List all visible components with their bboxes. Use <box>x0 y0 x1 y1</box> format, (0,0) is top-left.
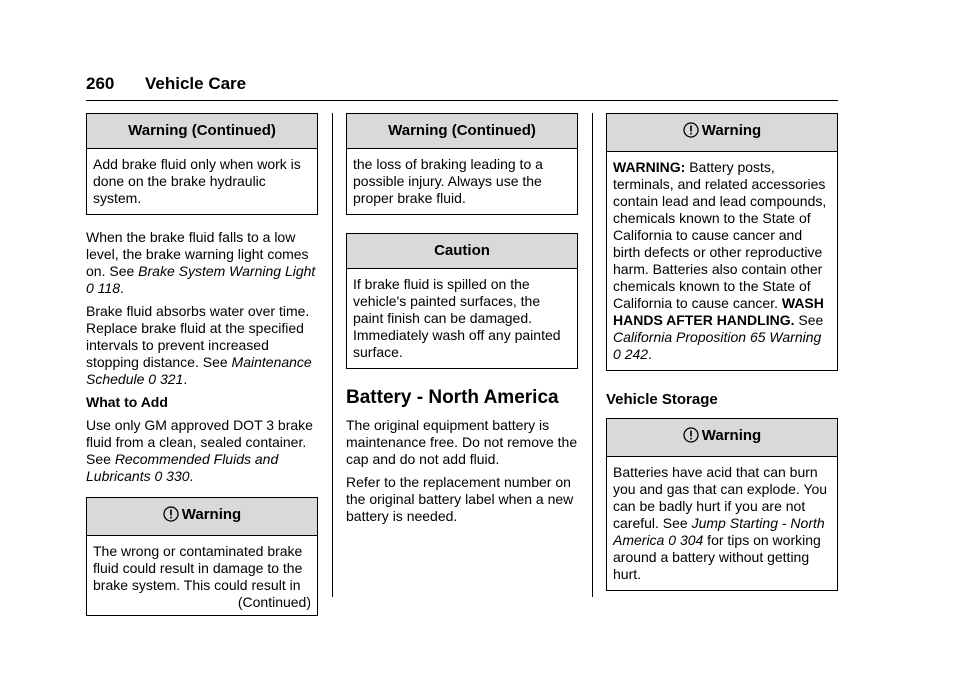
page-ref[interactable]: 242 <box>624 346 649 362</box>
warning-title: Warning <box>87 498 317 536</box>
page-ref-arrow: 0 <box>613 346 621 362</box>
column-3 <box>606 113 838 591</box>
warning-triangle-icon <box>683 122 699 142</box>
column-divider <box>332 113 333 597</box>
caution-text: If brake fluid is spilled on the vehicle's painted surfaces, the paint finish can be damaged. Immediately wash off any painted surface. <box>353 276 561 360</box>
xref-maintenance-schedule[interactable]: Maintenance Schedule <box>86 354 312 387</box>
battery-paragraph-1: The original equipment battery is maintenance free. Do not remove the cap and do not add fluid. <box>346 417 578 467</box>
warning-continued-title: Warning (Continued) <box>347 114 577 149</box>
warning-continued-text: Add brake fluid only when work is done on the brake hydraulic system. <box>93 156 301 206</box>
warning-continued-title: Warning (Continued) <box>87 114 317 149</box>
warning-box <box>606 113 838 371</box>
page-ref[interactable]: 330 <box>166 468 190 484</box>
page-number: 260 <box>86 74 115 93</box>
page-ref[interactable]: 304 <box>679 532 704 548</box>
warning-triangle-icon <box>163 506 179 526</box>
warning-triangle-icon <box>683 427 699 447</box>
column-1 <box>86 113 318 616</box>
page-ref[interactable]: 321 <box>159 371 184 387</box>
page-header <box>86 70 838 101</box>
column-2 <box>346 113 578 525</box>
warning-text: WARNING: Battery posts, terminals, and related accessories contain lead and lead compounds, chemicals known to the State of California to cause cancer and birth defects or other reproductive harm. Batteries also contain other chemicals known to the State of California to cause cancer. WASH HANDS AFTER HANDLING. See California Proposition 65 Warning 0 242. <box>613 159 827 362</box>
warning-title: Warning <box>607 114 837 152</box>
warning-continued-box <box>346 113 578 215</box>
brake-fluid-water-paragraph: Brake fluid absorbs water over time. Replace brake fluid at the specified intervals to prevent increased stopping distance. See Maintenance Schedule 0 321. <box>86 303 312 387</box>
battery-paragraph-2: Refer to the replacement number on the original battery label when a new battery is needed. <box>346 474 574 524</box>
battery-heading: Battery - North America <box>346 387 559 408</box>
warning-box <box>86 497 318 616</box>
caution-box <box>346 233 578 369</box>
caution-title: Caution <box>347 234 577 269</box>
warning-continued-box <box>86 113 318 215</box>
warning-title: Warning <box>607 419 837 457</box>
section-title: Vehicle Care <box>145 74 247 93</box>
xref-brake-warning-light[interactable]: Brake System Warning Light <box>138 263 316 279</box>
warning-continued-text: the loss of braking leading to a possible injury. Always use the proper brake fluid. <box>353 156 543 206</box>
page-ref[interactable]: 118 <box>97 280 121 296</box>
what-to-add-paragraph: Use only GM approved DOT 3 brake fluid from a clean, sealed container. See Recommended Fluids and Lubricants 0 330. <box>86 417 313 484</box>
page-ref-arrow: 0 <box>154 468 163 484</box>
continued-label: (Continued) <box>237 594 311 610</box>
what-to-add-heading: What to Add <box>86 394 168 410</box>
page-ref-arrow: 0 <box>86 280 94 296</box>
warning-text: The wrong or contaminated brake fluid could result in damage to the brake system. This could result in (Continued) <box>93 543 311 610</box>
page-ref-arrow: 0 <box>668 532 677 548</box>
xref-recommended-fluids[interactable]: Recommended Fluids and Lubricants <box>86 451 279 484</box>
xref-jump-starting[interactable]: Jump Starting - North America <box>613 515 825 548</box>
column-divider <box>592 113 593 597</box>
xref-california-prop-65[interactable]: California Proposition 65 Warning <box>613 329 822 345</box>
warning-box <box>606 418 838 591</box>
page-ref-arrow: 0 <box>148 371 157 387</box>
vehicle-storage-heading: Vehicle Storage <box>606 391 718 408</box>
brake-fluid-level-paragraph: When the brake fluid falls to a low level, the brake warning light comes on. See Brake System Warning Light 0 118. <box>86 229 316 296</box>
warning-text: Batteries have acid that can burn you and gas that can explode. You can be badly hurt if you are not careful. See Jump Starting - North America 0 304 for tips on working around a battery without getting hurt. <box>613 464 828 582</box>
